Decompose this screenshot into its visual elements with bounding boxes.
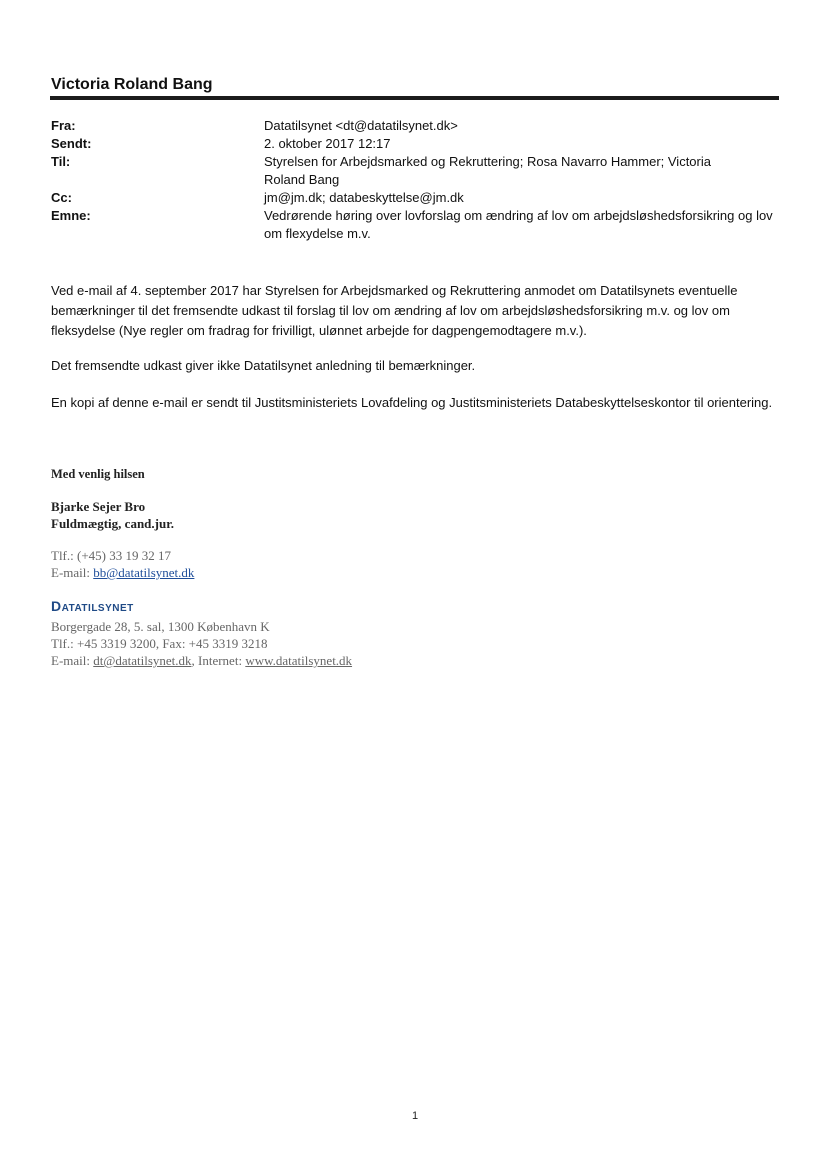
organization-contact-line xyxy=(51,653,352,669)
from-label: Fra: xyxy=(51,118,76,133)
page-number: 1 xyxy=(412,1110,419,1122)
header-divider xyxy=(50,96,779,100)
organization-website-link[interactable]: www.datatilsynet.dk xyxy=(245,653,353,668)
signature-email-link[interactable]: bb@datatilsynet.dk xyxy=(93,565,195,580)
organization-phone-fax: Tlf.: +45 3319 3200, Fax: +45 3319 3218 xyxy=(51,636,268,651)
signature-phone: Tlf.: (+45) 33 19 32 17 xyxy=(51,548,171,563)
organization-address: Borgergade 28, 5. sal, 1300 København K xyxy=(51,619,270,634)
organization-email-link[interactable]: dt@datatilsynet.dk xyxy=(93,653,192,668)
signature-email-line xyxy=(51,565,194,581)
from-value: Datatilsynet <dt@datatilsynet.dk> xyxy=(264,118,458,133)
signature-email-label: E-mail: xyxy=(51,565,90,580)
sent-value: 2. oktober 2017 12:17 xyxy=(264,136,391,151)
subject-value: Vedrørende høring over lovforslag om ændring af lov om arbejdsløshedsforsikring og lov om flexydelse m.v. xyxy=(264,208,773,241)
organization-internet-label: , Internet: xyxy=(191,653,243,668)
to-value: Styrelsen for Arbejdsmarked og Rekruttering; Rosa Navarro Hammer; Victoria Roland Bang xyxy=(264,154,711,187)
organization-name: Datatilsynet xyxy=(51,598,134,614)
signature-greeting: Med venlig hilsen xyxy=(51,467,145,481)
body-paragraph: Det fremsendte udkast giver ikke Datatilsynet anledning til bemærkninger. xyxy=(51,358,476,373)
document-owner-name: Victoria Roland Bang xyxy=(51,76,213,93)
cc-label: Cc: xyxy=(51,190,72,205)
to-label: Til: xyxy=(51,154,71,169)
signature-name: Bjarke Sejer Bro xyxy=(51,499,146,514)
cc-value: jm@jm.dk; databeskyttelse@jm.dk xyxy=(264,190,464,205)
body-paragraph: Ved e-mail af 4. september 2017 har Styrelsen for Arbejdsmarked og Rekruttering anmodet om Datatilsynets eventuelle bemærkninger til det fremsendte udkast til forslag til lov om ændring af lov om arbejdsløshedsforsikring m.v. og lov om fleksydelse (Nye regler om fradrag for frivilligt, ulønnet arbejde for dagpengemodtagere m.v.). xyxy=(51,283,738,338)
body-paragraph: En kopi af denne e-mail er sendt til Justitsministeriets Lovafdeling og Justitsministeriets Databeskyttelseskontor til orientering. xyxy=(51,395,773,410)
organization-email-label: E-mail: xyxy=(51,653,90,668)
signature-title: Fuldmægtig, cand.jur. xyxy=(51,516,175,531)
subject-label: Emne: xyxy=(51,208,91,223)
sent-label: Sendt: xyxy=(51,136,92,151)
